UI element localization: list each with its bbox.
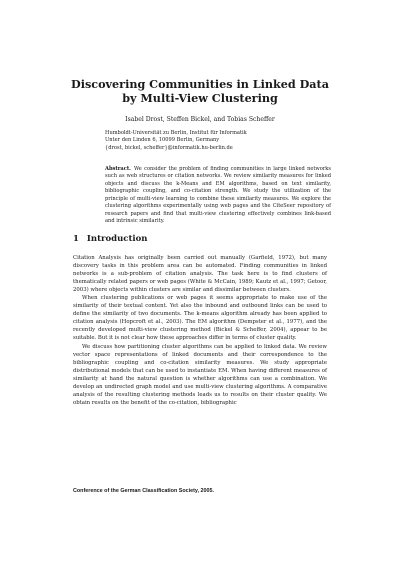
section-heading [73, 234, 147, 244]
title-line-1: Discovering Communities in Linked Data [71, 77, 329, 91]
abstract-text: We consider the problem of finding communities in large linked networks such as web structures or citation networks. We review similarity measures for linked objects and discuss the k-Means and EM algorithms, based on text similarity, bibliographic coupling, and co-citation strength. We study the utilization of the principle of multi-view learning to combine these similarity measures. We explore the clustering algorithms experimentally using web pages and the CiteSeer repository of research papers and find that multi-view clustering effectively combines link-based and intrinsic similarity. [105, 166, 331, 225]
abstract-label: Abstract. [105, 166, 131, 172]
affiliation-line: Unter den Linden 6, 10099 Berlin, Germany [105, 137, 220, 144]
footer-note: Conference of the German Classification Society, 2005. [73, 488, 215, 494]
section-title: Introduction [86, 234, 148, 244]
title-line-2: by Multi-View Clustering [122, 91, 278, 105]
section-number: 1 [73, 234, 79, 244]
authors: Isabel Drost, Steffen Bickel, and Tobias Scheffer [125, 116, 275, 123]
body-text [73, 254, 327, 407]
affiliation-email: {drost, bickel, scheffer}@informatik.hu-berlin.de [105, 144, 233, 151]
abstract [105, 166, 331, 226]
paragraph: When clustering publications or web pages it seems appropriate to make use of the similarity of their textual content. Yet also the inbound and outbound links can be used to define the similarity of two documents. The k-means algorithm already has been applied to citation analysis (Hopcroft et al., 2003). The EM algorithm (Dempster et al., 1977), and the recently developed multi-view clustering method (Bickel & Scheffer, 2004), appear to be suitable. But it is not clear how these approaches differ in terms of cluster quality. [73, 295, 327, 342]
paragraph: Citation Analysis has originally been carried out manually (Garfield, 1972), but many discovery tasks in this problem area can be automated. Finding communities in linked networks is a sub-problem of citation analysis. The task here is to find clusters of thematically related papers or web pages (White & McCain, 1989; Kautz et al., 1997; Getoor, 2003) where objects within clusters are similar and dissimilar between clusters. [73, 255, 327, 294]
paragraph: We discuss how partitioning cluster algorithms can be applied to linked data. We review vector space representations of linked documents and their correspondence to the bibliographic coupling and co-citation similarity measures. We study appropriate distributional models that can be used to instantiate EM. When having different measures of similarity at hand the natural question is whether algorithms can use a combination. We develop an undirected graph model and use multi-view clustering algorithms. A comparative analysis of the resulting clustering methods leads us to results on their cluster quality. We obtain results on the benefit of the co-citation, bibliographic [73, 343, 327, 406]
affiliation-line: Humboldt-Universität zu Berlin, Institut für Informatik [105, 130, 247, 136]
paper-title [40, 77, 360, 105]
affiliation [105, 130, 335, 152]
